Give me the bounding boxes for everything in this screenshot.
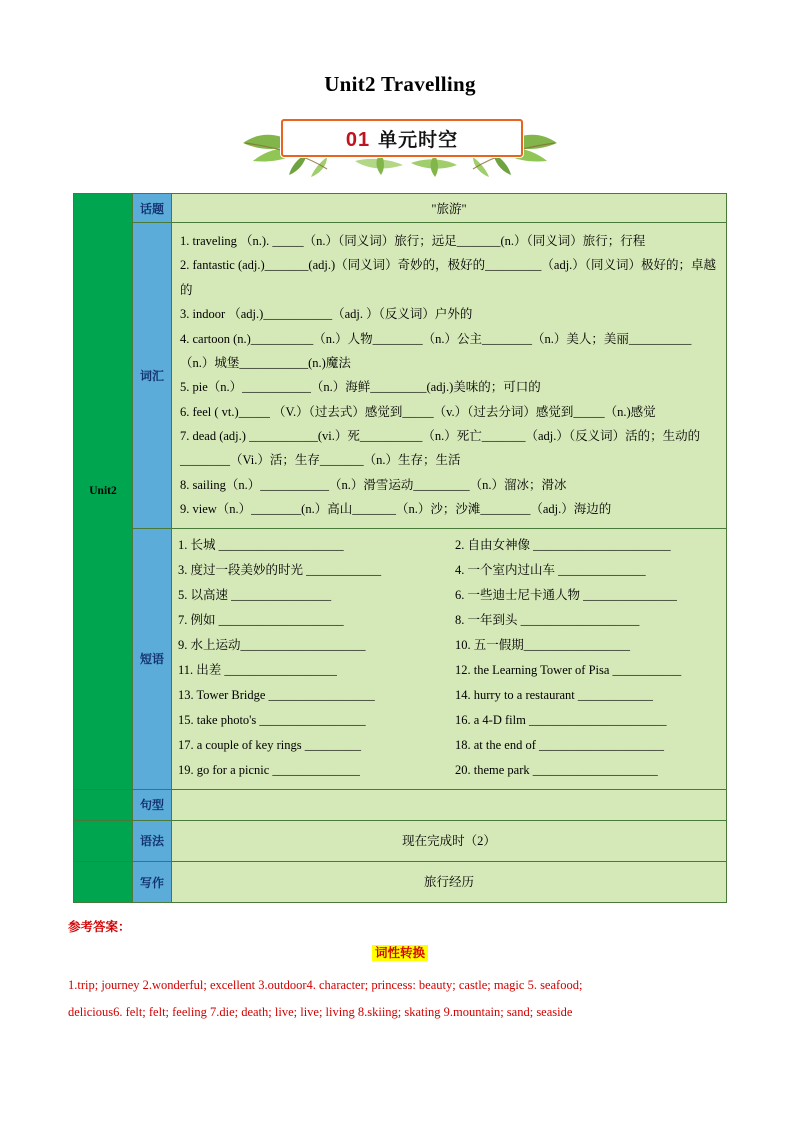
banner-box — [281, 119, 523, 157]
answers-heading — [0, 943, 800, 962]
row-label-writing: 写作 — [133, 861, 172, 902]
row-label-vocab: 词汇 — [133, 223, 172, 529]
phrase-item: 1. 长城 ____________________ — [178, 537, 344, 552]
table-row-sentence — [74, 789, 727, 820]
unit-cell-spacer — [74, 789, 133, 820]
phrase-item: 18. at the end of ____________________ — [455, 737, 665, 752]
phrase-item: 8. 一年到头 ___________________ — [455, 612, 640, 627]
page-title: Unit2 Travelling — [324, 72, 476, 96]
vocab-item: 2. fantastic (adj.)_______(adj.)（同义词）奇妙的，极好的_________（adj.）（同义词）极好的；卓越的 — [180, 258, 717, 297]
grammar-content: 现在完成时（2） — [172, 820, 727, 861]
phrase-item: 19. go for a picnic ______________ — [178, 762, 360, 777]
phrase-item: 3. 度过一段美妙的时光 ____________ — [178, 562, 382, 577]
vocab-content — [172, 223, 727, 529]
row-label-grammar: 语法 — [133, 820, 172, 861]
vocab-item: 6. feel ( vt.)_____ （V.）（过去式）感觉到_____（v.）（过去分词）感觉到_____（n.)感觉 — [180, 404, 656, 419]
sentence-content — [172, 789, 727, 820]
vocab-item: 4. cartoon (n.)__________（n.）人物________（n.）公主________（n.）美人；美丽__________（n.）城堡___________(n.)魔法 — [180, 331, 692, 370]
phrase-item: 17. a couple of key rings _________ — [178, 737, 361, 752]
row-label-sentence: 句型 — [133, 789, 172, 820]
answers-line: 1.trip; journey 2.wonderful; excellent 3.outdoor4. character; princess: beauty; castle; magic 5. seafood; — [68, 978, 583, 993]
vocab-item: 3. indoor （adj.)___________（adj. ）（反义词）户外的 — [180, 307, 473, 322]
phrase-item: 9. 水上运动____________________ — [178, 637, 366, 652]
phrase-item: 5. 以高速 ________________ — [178, 587, 332, 602]
unit-cell-spacer — [74, 820, 133, 861]
answers-heading-text: 词性转换 — [372, 945, 428, 961]
phrase-item: 7. 例如 ____________________ — [178, 612, 344, 627]
phrase-item: 14. hurry to a restaurant ____________ — [455, 687, 653, 702]
unit-table — [73, 193, 727, 903]
banner-label: 单元时空 — [378, 129, 459, 151]
phrase-item: 11. 出差 __________________ — [178, 662, 337, 677]
table-row-topic — [74, 194, 727, 223]
section-banner — [235, 113, 565, 179]
table-row-grammar — [74, 820, 727, 861]
vocab-item: 8. sailing（n.）___________（n.）滑雪运动_________（n.）溜冰；滑冰 — [180, 477, 567, 492]
phrase-item: 16. a 4-D film ______________________ — [455, 712, 667, 727]
phrases-grid — [172, 529, 726, 789]
answers-label: 参考答案： — [68, 920, 131, 935]
writing-content: 旅行经历 — [172, 861, 727, 902]
phrase-item: 10. 五一假期_________________ — [455, 637, 631, 652]
phrase-item: 4. 一个室内过山车 ______________ — [455, 562, 646, 577]
phrases-content — [172, 528, 727, 789]
banner-number: 01 — [345, 128, 371, 151]
vocab-item: 7. dead (adj.) ___________(vi.）死__________（n.）死亡_______（adj.）（反义词）活的；生动的________（Vi.）活；生存_______（n.）生存；生活 — [180, 429, 701, 468]
table-row-vocab — [74, 223, 727, 529]
topic-content: "旅游" — [172, 194, 727, 223]
vocab-item: 9. view（n.）________(n.）高山_______（n.）沙；沙滩________（adj.）海边的 — [180, 502, 612, 517]
phrase-item: 12. the Learning Tower of Pisa ___________ — [455, 662, 682, 677]
vocab-item: 1. traveling （n.). _____（n.）（同义词）旅行；远足_______(n.）（同义词）旅行；行程 — [180, 234, 646, 248]
vocab-item: 5. pie（n.）___________（n.）海鲜_________(adj.)美味的；可口的 — [180, 380, 541, 395]
answers-body — [68, 972, 732, 1025]
unit-cell: Unit2 — [74, 194, 133, 790]
row-label-phrases: 短语 — [133, 528, 172, 789]
banner-text — [346, 125, 458, 152]
row-label-topic: 话题 — [133, 194, 172, 223]
table-row-phrases — [74, 528, 727, 789]
answers-line: delicious6. felt; felt; feeling 7.die; death; live; live; living 8.skiing; skating 9.mountain; sand; seaside — [68, 1004, 573, 1019]
unit-cell-spacer — [74, 861, 133, 902]
phrase-item: 2. 自由女神像 ______________________ — [455, 537, 671, 552]
phrase-item: 13. Tower Bridge _________________ — [178, 687, 375, 702]
phrase-item: 6. 一些迪士尼卡通人物 _______________ — [455, 587, 677, 602]
phrase-item: 20. theme park ____________________ — [455, 762, 658, 777]
table-row-writing — [74, 861, 727, 902]
phrase-item: 15. take photo's _________________ — [178, 712, 366, 727]
